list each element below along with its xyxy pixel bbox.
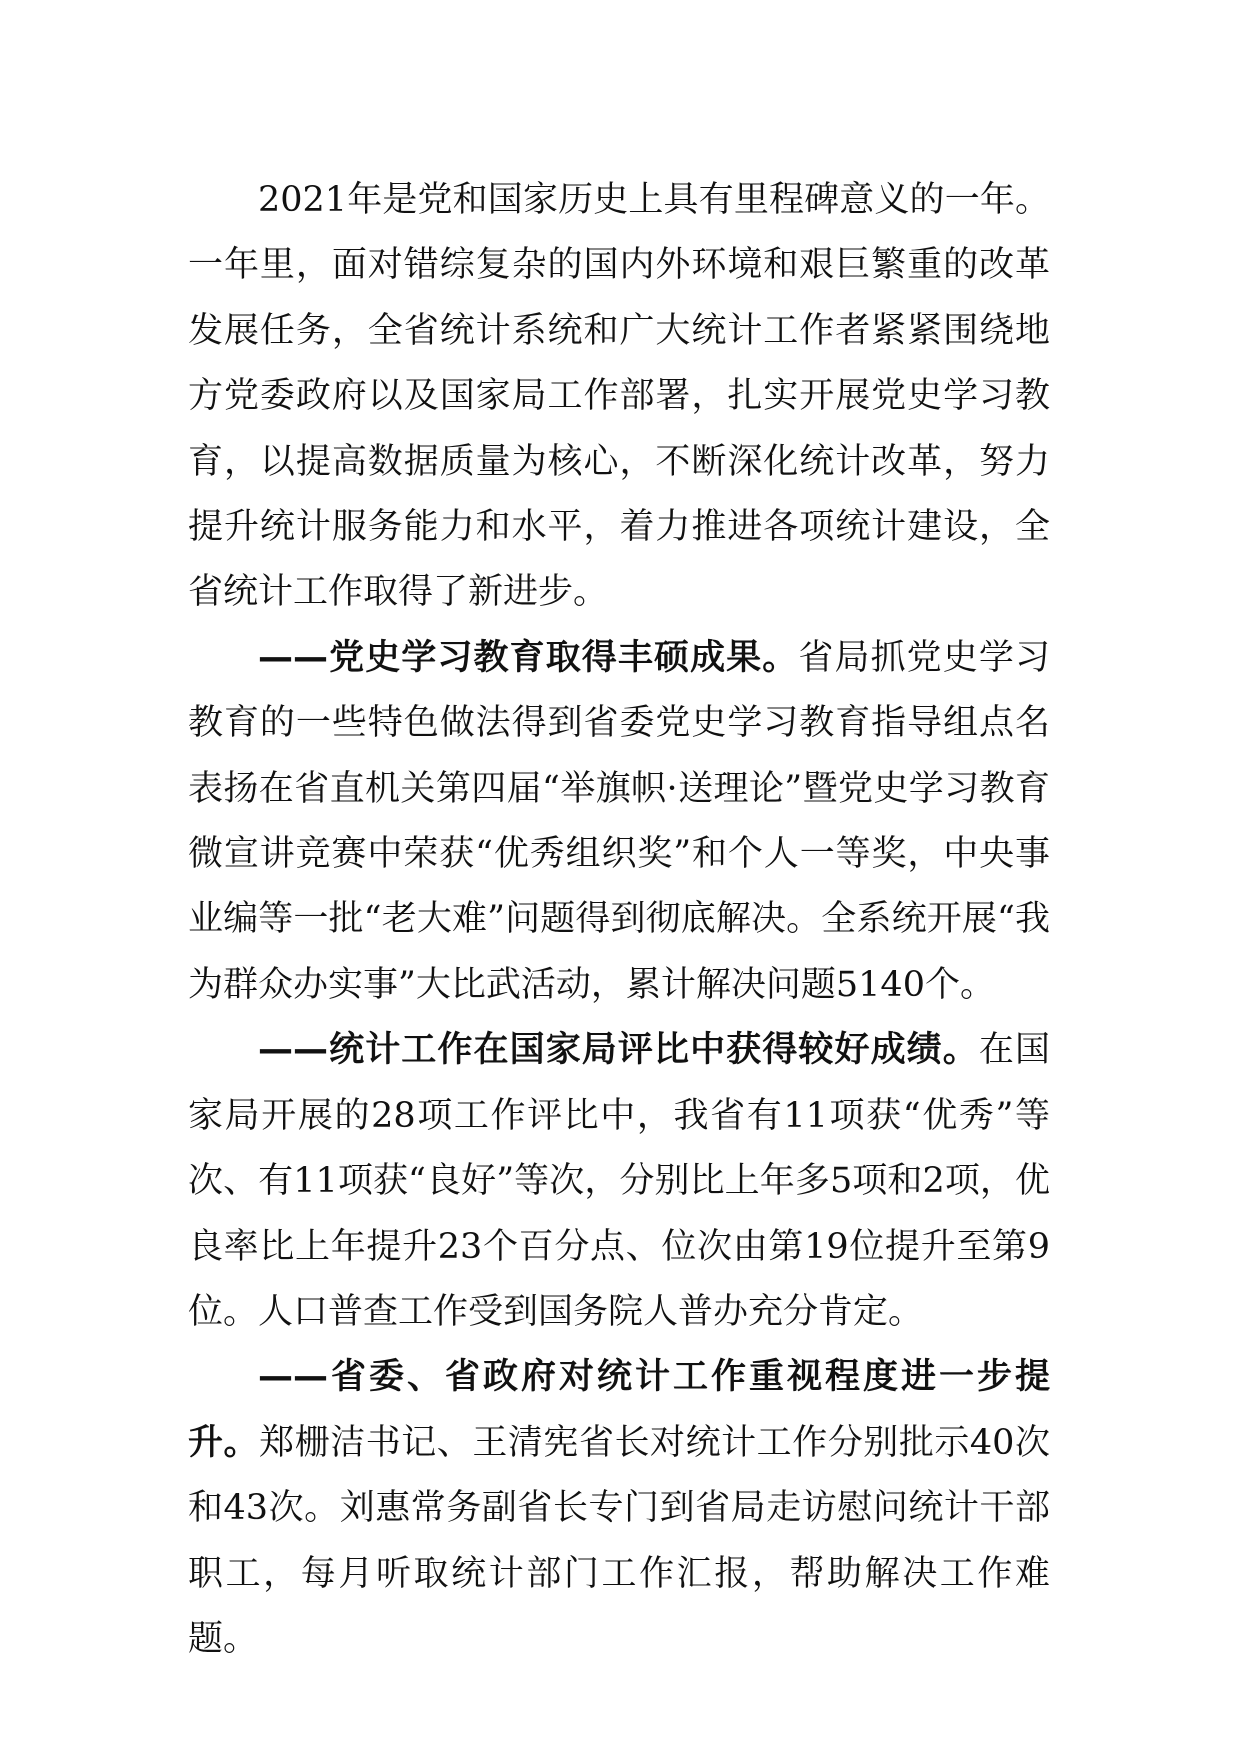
paragraph-body: 2021年是党和国家历史上具有里程碑意义的一年。一年里，面对错综复杂的国内外环境和艰巨繁重的改革发展任务，全省统计系统和广大统计工作者紧紧围绕地方党委政府以及国家局工作部署，扎实开展党史学习教育，以提高数据质量为核心，不断深化统计改革，努力提升统计服务能力和水平，着力推进各项统计建设，全省统计工作取得了新进步。 xyxy=(188,180,1050,613)
paragraph-government-attention xyxy=(188,1345,1050,1672)
paragraph-heading: ——党史学习教育取得丰硕成果。 xyxy=(258,637,799,678)
paragraph-evaluation xyxy=(188,1018,1050,1345)
paragraph-body: 在国家局开展的28项工作评比中，我省有11项获“优秀”等次、有11项获“良好”等次，分别比上年多5项和2项，优良率比上年提升23个百分点、位次由第19位提升至第9位。人口普查工作受到国务院人普办充分肯定。 xyxy=(188,1030,1050,1332)
paragraph-body: 省局抓党史学习教育的一些特色做法得到省委党史学习教育指导组点名表扬在省直机关第四届“举旗帜·送理论”暨党史学习教育微宣讲竞赛中荣获“优秀组织奖”和个人一等奖，中央事业编等一批“老大难”问题得到彻底解决。全系统开展“我为群众办实事”大比武活动，累计解决问题5140个。 xyxy=(188,637,1050,1005)
paragraph-heading: ——统计工作在国家局评比中获得较好成绩。 xyxy=(258,1030,979,1071)
paragraph-intro xyxy=(188,168,1050,626)
paragraph-body: 郑栅洁书记、王清宪省长对统计工作分别批示40次和43次。刘惠常务副省长专门到省局走访慰问统计干部职工，每月听取统计部门工作汇报，帮助解决工作难题。 xyxy=(188,1422,1050,1659)
paragraph-party-history xyxy=(188,626,1050,1018)
document-body xyxy=(188,168,1050,1672)
paragraph-heading: ——省委、省政府对统计工作重视程度进一步提升。 xyxy=(188,1357,1050,1463)
